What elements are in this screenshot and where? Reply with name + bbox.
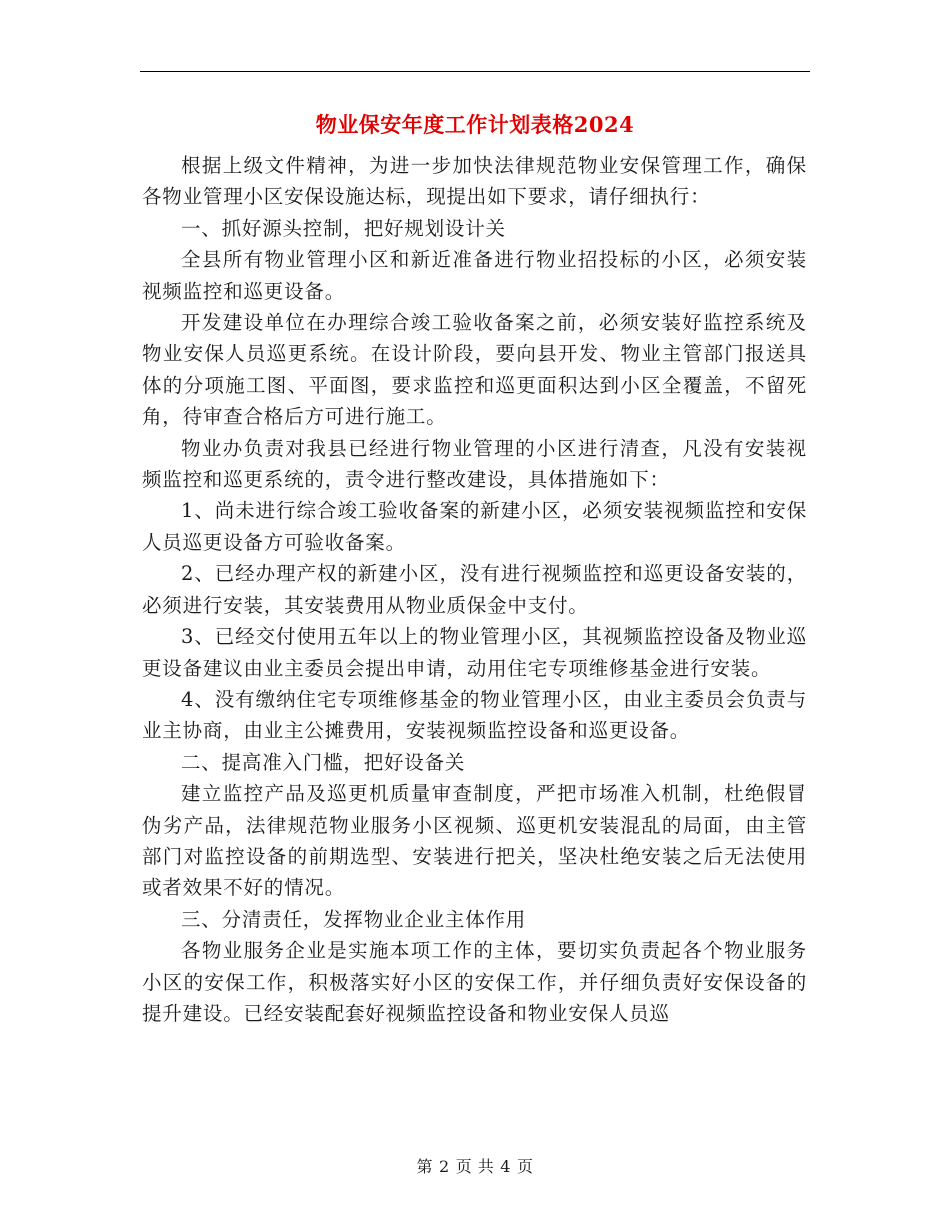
paragraph: 建立监控产品及巡更机质量审查制度，严把市场准入机制，杜绝假冒伪劣产品，法律规范物业服务小区视频、巡更机安装混乱的局面，由主管部门对监控设备的前期选型、安装进行把关，坚决杜绝安装之后无法使用或者效果不好的情况。: [142, 782, 807, 900]
section-heading-1: 一、抓好源头控制，把好规划设计关: [181, 216, 506, 240]
footer-prefix: 第: [416, 1157, 434, 1176]
section-heading-3: 三、分清责任，发挥物业企业主体作用: [181, 907, 527, 931]
section-heading-2: 二、提高准入门槛，把好设备关: [181, 750, 466, 774]
list-item-4: 4、没有缴纳住宅专项维修基金的物业管理小区，由业主委员会负责与业主协商，由业主公摊费用，安装视频监控设备和巡更设备。: [142, 687, 807, 743]
header-rule: [140, 71, 810, 72]
footer-total-pages: 4: [500, 1157, 511, 1176]
document-body: [142, 150, 807, 1029]
page-footer: [0, 1154, 950, 1177]
paragraph-intro: 根据上级文件精神，为进一步加快法律规范物业安保管理工作，确保各物业管理小区安保设施达标，现提出如下要求，请仔细执行：: [142, 154, 807, 209]
list-item-3: 3、已经交付使用五年以上的物业管理小区，其视频监控设备及物业巡更设备建议由业主委员会提出申请，动用住宅专项维修基金进行安装。: [142, 625, 807, 680]
paragraph: 全县所有物业管理小区和新近准备进行物业招投标的小区，必须安装视频监控和巡更设备。: [142, 248, 807, 303]
paragraph: 开发建设单位在办理综合竣工验收备案之前，必须安装好监控系统及物业安保人员巡更系统。在设计阶段，要向县开发、物业主管部门报送具体的分项施工图、平面图，要求监控和巡更面积达到小区全覆盖，不留死角，待审查合格后方可进行施工。: [142, 311, 807, 429]
list-item-1: 1、尚未进行综合竣工验收备案的新建小区，必须安装视频监控和安保人员巡更设备方可验收备案。: [142, 499, 807, 554]
paragraph: 物业办负责对我县已经进行物业管理的小区进行清查，凡没有安装视频监控和巡更系统的，责令进行整改建设，具体措施如下：: [142, 436, 807, 492]
footer-current-page: 2: [439, 1157, 450, 1176]
list-item-2: 2、已经办理产权的新建小区，没有进行视频监控和巡更设备安装的，必须进行安装，其安装费用从物业质保金中支付。: [142, 562, 807, 617]
document-title: 物业保安年度工作计划表格2024: [315, 112, 635, 137]
paragraph: 各物业服务企业是实施本项工作的主体，要切实负责起各个物业服务小区的安保工作，积极落实好小区的安保工作，并仔细负责好安保设备的提升建设。已经安装配套好视频监控设备和物业安保人员巡: [142, 939, 807, 1025]
footer-suffix: 页: [516, 1157, 534, 1176]
footer-middle: 页 共: [455, 1157, 495, 1176]
